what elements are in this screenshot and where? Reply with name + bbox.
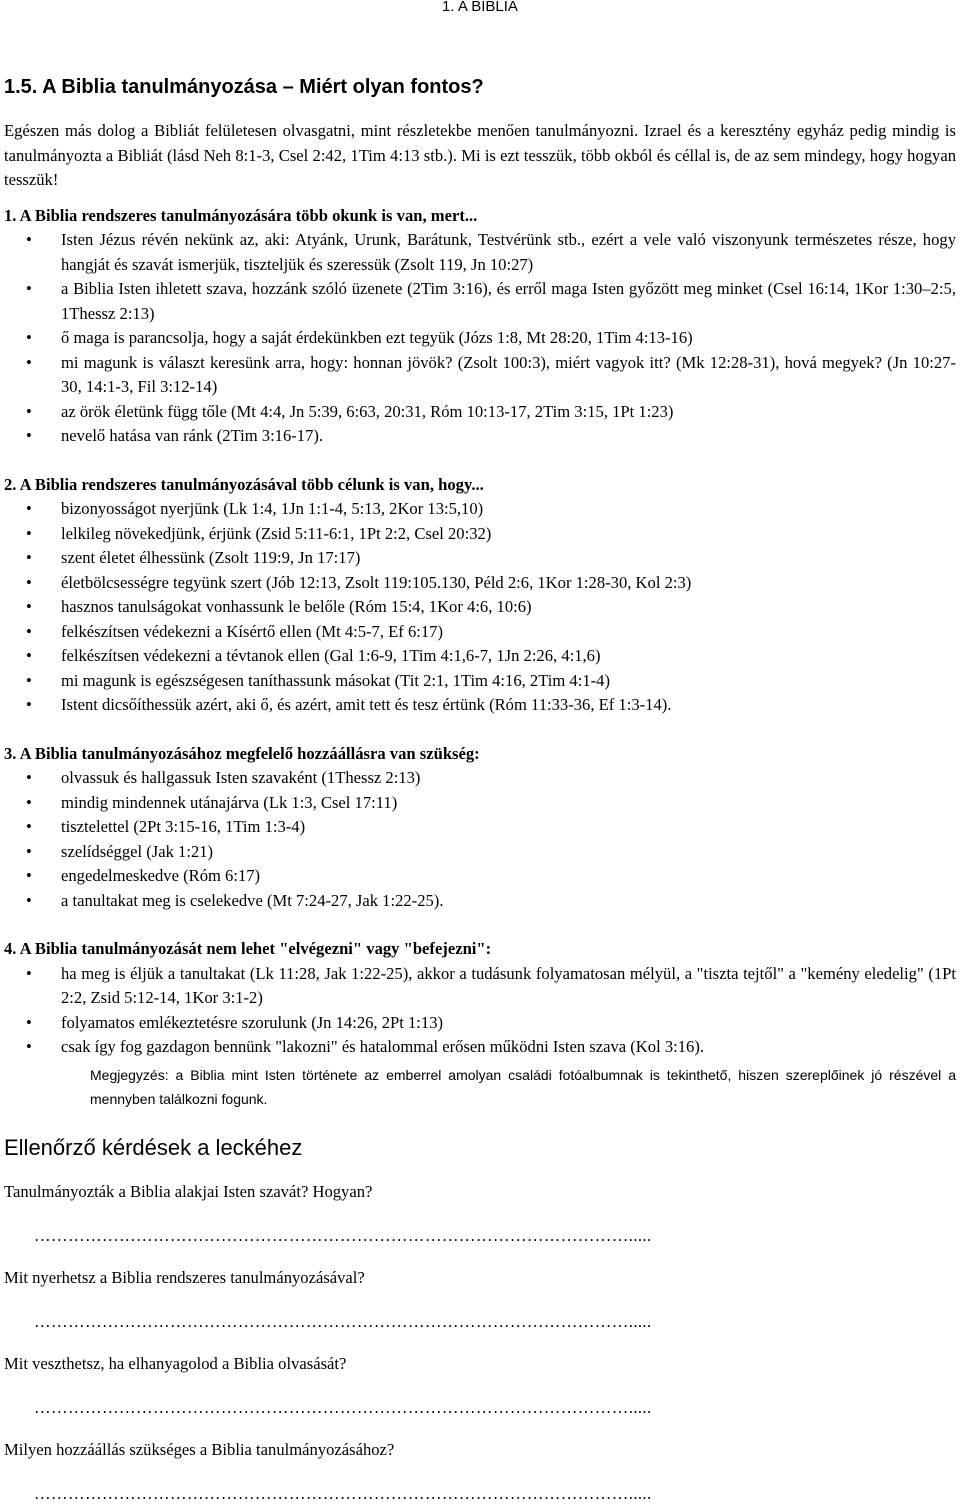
list-item: [4, 1011, 956, 1036]
list-item-text: folyamatos emlékeztetésre szorulunk (Jn 14:26, 2Pt 1:13): [61, 1012, 444, 1032]
bullet-icon: •: [26, 499, 32, 518]
bullet-icon: •: [26, 963, 32, 983]
bullet-icon: •: [26, 426, 32, 445]
answer-line: …………………………………………………………………………………………….....: [34, 1312, 652, 1331]
list-item: [4, 400, 956, 425]
list-item: [4, 424, 956, 449]
list-item: [4, 791, 956, 816]
answer-line: …………………………………………………………………………………………….....: [34, 1398, 652, 1417]
spacer: [4, 449, 956, 473]
intro-paragraph: Egészen más dolog a Bibliát felületesen olvasgatni, mint részletekbe menően tanulmányozni. Izrael és a keresztény egyház pedig mindig is tanulmányozta a Bibliát (lásd Neh 8:1-3, Csel 2:42, 1Tim 4:13 stb.). Mi is ezt tesszük, több okból és céllal is, de az sem mindegy, hogy hogyan tesszük!: [4, 121, 956, 189]
bullet-list: [4, 962, 956, 1060]
bullet-icon: •: [26, 695, 32, 714]
list-item-text: a tanultakat meg is cselekedve (Mt 7:24-27, Jak 1:22-25).: [61, 890, 444, 910]
list-item: [4, 326, 956, 351]
bullet-icon: •: [26, 279, 32, 298]
question-block: [4, 1352, 956, 1421]
bullet-icon: •: [26, 572, 32, 592]
list-item-text: mi magunk is egészségesen taníthassunk másokat (Tit 2:1, 1Tim 4:16, 2Tim 4:1-4): [61, 670, 610, 690]
bullet-icon: •: [26, 523, 32, 543]
list-item-text: szelídséggel (Jak 1:21): [61, 841, 214, 861]
list-item-text: olvassuk és hallgassuk Isten szavaként (1Thessz 2:13): [61, 768, 421, 787]
question-block: [4, 1266, 956, 1335]
list-item-text: szent életet élhessünk (Zsolt 119:9, Jn 17:17): [61, 548, 361, 567]
section-title: 1.5. A Biblia tanulmányozása – Miért olyan fontos?: [4, 76, 484, 98]
point-1: [4, 204, 956, 449]
question-text: Milyen hozzáállás szükséges a Biblia tanulmányozásához?: [4, 1439, 395, 1459]
list-item-text: életbölcsességre tegyünk szert (Jób 12:13, Zsolt 119:105.130, Péld 2:6, 1Kor 1:28-30, Kol 2:3): [61, 572, 692, 592]
list-item: [4, 840, 956, 865]
bullet-icon: •: [26, 768, 32, 787]
bullet-icon: •: [26, 328, 32, 347]
list-item: [4, 864, 956, 889]
document-body: [4, 119, 956, 1507]
list-item: [4, 815, 956, 840]
question-text: Mit nyerhetsz a Biblia rendszeres tanulmányozásával?: [4, 1267, 365, 1287]
bullet-icon: •: [26, 890, 32, 910]
list-item: [4, 620, 956, 645]
list-item-text: a Biblia Isten ihletett szava, hozzánk szóló üzenete (2Tim 3:16), és erről maga Isten győzött meg minket (Csel 16:14, 1Kor 1:30–2:5, 1Thessz 2:13): [61, 279, 956, 323]
list-item-text: csak így fog gazdagon bennünk "lakozni" és hatalommal erősen működni Isten szava (Kol 3:16).: [61, 1037, 705, 1056]
bullet-icon: •: [26, 401, 32, 421]
questions-title: Ellenőrző kérdések a leckéhez: [4, 1134, 303, 1160]
bullet-icon: •: [26, 670, 32, 690]
list-item: [4, 522, 956, 547]
list-item-text: ő maga is parancsolja, hogy a saját érdekünkben ezt tegyük (Józs 1:8, Mt 28:20, 1Tim 4:13-16): [61, 328, 693, 347]
list-item-text: Istent dicsőíthessük azért, aki ő, és azért, amit tett és tesz értünk (Róm 11:33-36, Ef 1:3-14).: [61, 695, 672, 714]
list-item: [4, 277, 956, 326]
list-item: [4, 766, 956, 791]
list-item: [4, 571, 956, 596]
list-item-text: felkészítsen védekezni a tévtanok ellen (Gal 1:6-9, 1Tim 4:1,6-7, 1Jn 2:26, 4:1,6): [61, 646, 601, 665]
answer-line: …………………………………………………………………………………………….....: [34, 1226, 652, 1245]
question-text: Tanulmányozták a Biblia alakjai Isten szavát? Hogyan?: [4, 1181, 373, 1201]
list-item-text: bizonyosságot nyerjünk (Lk 1:4, 1Jn 1:1-4, 5:13, 2Kor 13:5,10): [61, 499, 484, 518]
bullet-icon: •: [26, 621, 32, 641]
list-item: [4, 595, 956, 620]
question-block: [4, 1180, 956, 1249]
point-heading: 1. A Biblia rendszeres tanulmányozására több okunk is van, mert...: [4, 205, 478, 225]
list-item-text: lelkileg növekedjünk, érjünk (Zsid 5:11-6:1, 1Pt 2:2, Csel 20:32): [61, 523, 492, 543]
list-item-text: mi magunk is választ keresünk arra, hogy: honnan jövök? (Zsolt 100:3), miért vagyok itt? (Mk 12:28-31), hová megyek? (Jn 10:27-30, 14:1-3, Fil 3:12-14): [61, 352, 956, 396]
list-item-text: nevelő hatása van ránk (2Tim 3:16-17).: [61, 426, 324, 445]
list-item-text: Isten Jézus révén nekünk az, aki: Atyánk, Urunk, Barátunk, Testvérünk stb., ezért a vele való viszonyunk természetes része, hogy hangját és szavát ismerjük, tiszteljük és szeressük (Zsolt 119, Jn 10:27): [61, 230, 956, 274]
spacer: [4, 913, 956, 937]
bullet-icon: •: [26, 866, 32, 885]
bullet-icon: •: [26, 646, 32, 665]
point-3: [4, 742, 956, 914]
bullet-icon: •: [26, 352, 32, 372]
note-paragraph: Megjegyzés: a Biblia mint Isten története az emberrel amolyan családi fotóalbumnak is tekinthető, hiszen szereplőinek jó részével a mennyben találkozni fogunk.: [90, 1066, 956, 1107]
list-item: [4, 351, 956, 400]
question-text: Mit veszthetsz, ha elhanyagolod a Biblia olvasását?: [4, 1353, 347, 1373]
list-item-text: mindig mindennek utánajárva (Lk 1:3, Csel 17:11): [61, 792, 398, 812]
question-block: [4, 1438, 956, 1507]
spacer: [4, 718, 956, 742]
bullet-icon: •: [26, 548, 32, 567]
list-item: [4, 497, 956, 522]
list-item: [4, 1035, 956, 1060]
bullet-list: [4, 497, 956, 718]
bullet-list: [4, 228, 956, 449]
list-item: [4, 546, 956, 571]
list-item-text: felkészítsen védekezni a Kísértő ellen (Mt 4:5-7, Ef 6:17): [61, 621, 443, 641]
point-2: [4, 473, 956, 718]
bullet-icon: •: [26, 230, 32, 249]
list-item: [4, 693, 956, 718]
list-item-text: az örök életünk függ tőle (Mt 4:4, Jn 5:39, 6:63, 20:31, Róm 10:13-17, 2Tim 3:15, 1Pt 1:23): [61, 401, 674, 421]
point-heading: 3. A Biblia tanulmányozásához megfelelő hozzáállásra van szükség:: [4, 743, 480, 763]
list-item-text: tisztelettel (2Pt 3:15-16, 1Tim 1:3-4): [61, 817, 306, 836]
list-item-text: ha meg is éljük a tanultakat (Lk 11:28, Jak 1:22-25), akkor a tudásunk folyamatosan mélyül, a "tiszta tejtől" a "kemény eledelig" (1Pt 2:2, Zsid 5:12-14, 1Kor 3:1-2): [61, 963, 956, 1007]
running-header: 1. A BIBLIA: [442, 0, 518, 15]
list-item-text: hasznos tanulságokat vonhassunk le belőle (Róm 15:4, 1Kor 4:6, 10:6): [61, 597, 532, 616]
list-item: [4, 228, 956, 277]
list-item: [4, 962, 956, 1011]
bullet-icon: •: [26, 597, 32, 616]
bullet-icon: •: [26, 792, 32, 812]
point-heading: 2. A Biblia rendszeres tanulmányozásával több célunk is van, hogy...: [4, 474, 484, 494]
list-item: [4, 889, 956, 914]
list-item: [4, 669, 956, 694]
bullet-list: [4, 766, 956, 913]
bullet-icon: •: [26, 817, 32, 836]
answer-line: …………………………………………………………………………………………….....: [34, 1484, 652, 1503]
list-item: [4, 644, 956, 669]
bullet-icon: •: [26, 1012, 32, 1032]
list-item-text: engedelmeskedve (Róm 6:17): [61, 866, 261, 885]
bullet-icon: •: [26, 1037, 32, 1056]
point-heading: 4. A Biblia tanulmányozását nem lehet "elvégezni" vagy "befejezni":: [4, 939, 492, 958]
bullet-icon: •: [26, 841, 32, 861]
point-4: [4, 937, 956, 1111]
